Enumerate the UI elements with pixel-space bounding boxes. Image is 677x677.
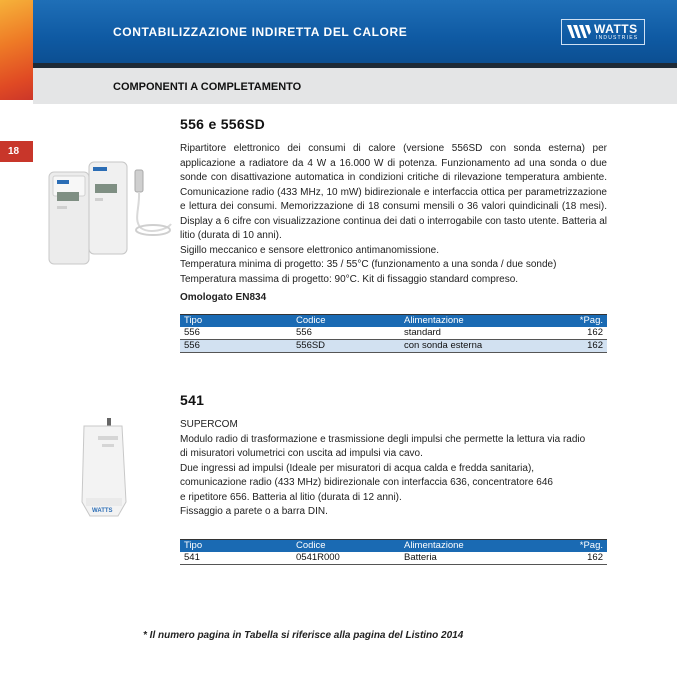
product-description: [180, 142, 607, 306]
logo-text: WATTS: [594, 22, 638, 36]
table-cell: Batteria: [400, 552, 559, 565]
description-line: Temperatura massima di progetto: 90°C. Kit di fissaggio standard compreso.: [180, 273, 519, 285]
description-line: Temperatura minima di progetto: 35 / 55°C (funzionamento a una sonda / due sonde): [180, 259, 557, 270]
header-title: CONTABILIZZAZIONE INDIRETTA DEL CALORE: [113, 25, 408, 39]
table-cell: 162: [559, 552, 607, 565]
table-cell: 556SD: [292, 340, 400, 353]
column-header: Alimentazione: [400, 540, 559, 553]
column-header: *Pag.: [559, 540, 607, 553]
table-cell: 556: [180, 340, 292, 353]
table-cell: con sonda esterna: [400, 340, 559, 353]
description-line: e ripetitore 656. Batteria al litio (durata di 12 anni).: [180, 491, 402, 503]
description-line: Sigillo meccanico e sensore elettronico antimanomissione.: [180, 244, 440, 256]
product-table: [180, 539, 607, 565]
table-row: [180, 327, 607, 340]
watts-logo-icon: [566, 23, 592, 40]
column-header: Tipo: [180, 315, 292, 328]
table-cell: standard: [400, 327, 559, 340]
description-line: Due ingressi ad impulsi (Ideale per misuratori di acqua calda e fredda sanitaria),: [180, 462, 535, 474]
table-cell: 162: [559, 327, 607, 340]
table-cell: 0541R000: [292, 552, 400, 565]
table-row: [180, 340, 607, 353]
product-title: 541: [180, 392, 205, 408]
description-line: SUPERCOM: [180, 419, 238, 430]
table-cell: 556: [292, 327, 400, 340]
module-logo-text: WATTS: [92, 508, 113, 514]
approval-note: Omologato EN834: [180, 292, 267, 303]
column-header: Codice: [292, 540, 400, 553]
product-table: [180, 314, 607, 353]
table-row: [180, 552, 607, 565]
section-title: COMPONENTI A COMPLETAMENTO: [113, 81, 302, 93]
product-title: 556 e 556SD: [180, 116, 266, 132]
header-bar: [33, 0, 677, 63]
page-number-tab: 18: [0, 141, 33, 162]
table-cell: 556: [180, 327, 292, 340]
description-line: Modulo radio di trasformazione e trasmissione degli impulsi che permette la lettura via radio: [180, 433, 586, 445]
table-cell: 541: [180, 552, 292, 565]
description-paragraph: Ripartitore elettronico dei consumi di calore (versione 556SD con sonda esterna) per applicazione a radiatore da 4 W a 16.000 W di potenza. Funzionamento ad una sonda o due sonde con disattivazione automatica in condizioni critiche di rilevazione temperatura ambiente. Comunicazione radio (433 MHz, 10 mW) bidirezionale e interfaccia ottica per parametrizzazione e lettura dei consumi. Memorizzazione di 18 consumi mensili o 36 valori quindicinali (18 mesi). Display a 6 cifre con visualizzazione continua dei dati o interrogabile con tasto utente. Batteria al litio (durata di 10 anni).: [180, 143, 607, 241]
description-line: comunicazione radio (433 MHz) bidirezionale con interfaccia 636, concentratore 646: [180, 477, 553, 488]
heat-cost-allocator-photo: [45, 158, 175, 268]
product-description: [180, 418, 607, 520]
column-header: Codice: [292, 315, 400, 328]
column-header: Alimentazione: [400, 315, 559, 328]
radio-pulse-module-photo: [78, 418, 134, 522]
watts-logo: [561, 19, 645, 45]
column-header: Tipo: [180, 540, 292, 553]
footnote: * Il numero pagina in Tabella si riferisce alla pagina del Listino 2014: [143, 630, 464, 641]
logo-subtext: INDUSTRIES: [596, 35, 639, 41]
description-line: Fissaggio a parete o a barra DIN.: [180, 506, 328, 517]
table-cell: 162: [559, 340, 607, 353]
description-line: di misuratori volumetrici con uscita ad impulsi via cavo.: [180, 448, 423, 459]
section-bar: [33, 68, 677, 104]
table-header-row: [180, 540, 607, 553]
table-header-row: [180, 315, 607, 328]
column-header: *Pag.: [559, 315, 607, 328]
